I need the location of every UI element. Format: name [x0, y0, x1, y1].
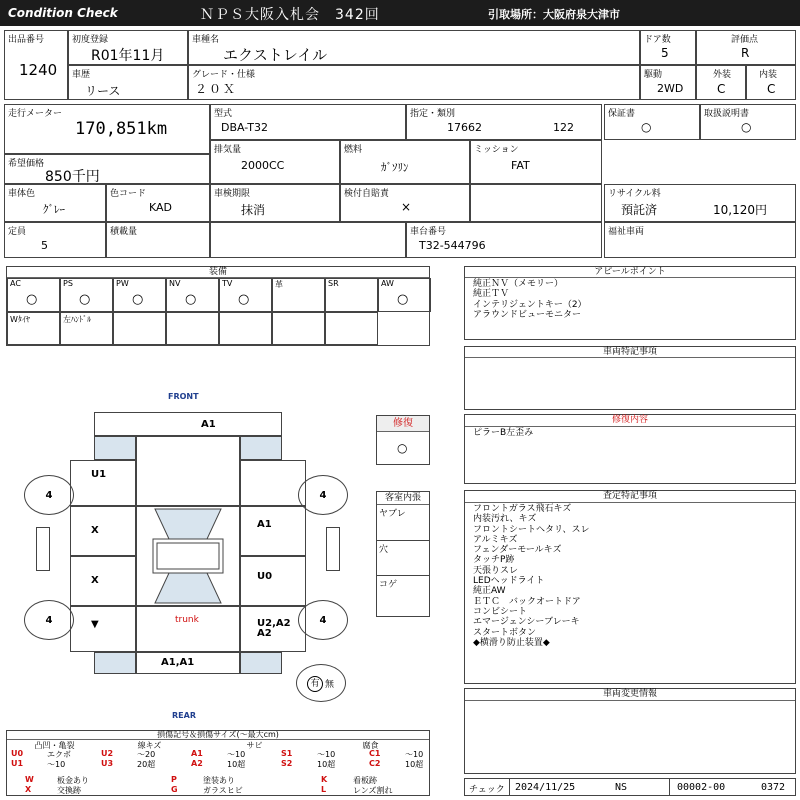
- interior-box: 内装 C: [746, 65, 796, 100]
- left-quarter-damage: ▼: [91, 619, 99, 630]
- grade-box: グレード・仕様 ２０Ｘ: [188, 65, 640, 100]
- category: 122: [553, 121, 574, 134]
- legend-mark: レンズ割れ: [353, 786, 393, 795]
- legend-item: ～10: [47, 760, 66, 769]
- legend-item: C2: [369, 759, 381, 768]
- car-name: エクストレイル: [223, 46, 328, 64]
- recycle-box: リサイクル料 預託済 10,120円: [604, 184, 796, 222]
- equipment-cell: [7, 278, 60, 312]
- rear-panel-damage: A1,A1: [161, 657, 195, 668]
- left-front-door[interactable]: [70, 506, 136, 556]
- tire-front-left[interactable]: 4: [24, 475, 74, 515]
- equipment-label: PS: [63, 279, 73, 288]
- legend-item: ～20: [137, 750, 156, 759]
- rear-label: REAR: [172, 711, 196, 720]
- equipment-label: SR: [328, 279, 339, 288]
- repair-detail-title: 修復内容: [465, 415, 795, 427]
- cabin-burn: コゲ: [379, 580, 398, 590]
- legend-mark: 看板跡: [353, 776, 377, 785]
- right-headlight: [240, 436, 282, 460]
- equipment-cell: [325, 312, 378, 345]
- right-front-fender[interactable]: [240, 460, 306, 506]
- legend-mark: W: [25, 775, 34, 784]
- equipment-cell: [219, 312, 272, 345]
- load-box: 積載量: [106, 222, 210, 258]
- legend-item: A1: [191, 749, 203, 758]
- drive-box: 駆動 2WD: [640, 65, 696, 100]
- mileage-box: 走行メーター 170,851km: [4, 104, 210, 154]
- left-fender-damage: U1: [91, 469, 107, 480]
- equipment-cell: [219, 278, 272, 312]
- legend-item: エクボ: [47, 750, 71, 759]
- legend-item: 20超: [137, 760, 156, 769]
- roof[interactable]: [136, 506, 240, 606]
- rating: R: [741, 46, 750, 60]
- blank-box: [470, 184, 602, 222]
- inspector: NS: [615, 782, 628, 793]
- history-box: 車歴 リース: [68, 65, 188, 100]
- equipment-cell: [378, 278, 431, 312]
- equipment-label: 左ﾊﾝﾄﾞﾙ: [63, 315, 91, 324]
- special-notes-panel: [464, 346, 796, 410]
- exterior: C: [717, 82, 726, 96]
- designation: 17662: [447, 121, 482, 134]
- grade: ２０Ｘ: [195, 82, 238, 96]
- equipment-row-1: [7, 278, 429, 312]
- price: 850千円: [45, 169, 100, 185]
- doors: 5: [661, 46, 669, 60]
- equipment-cell: [272, 278, 325, 312]
- legend-mark: K: [321, 775, 328, 784]
- inspection-box: 車検期限 抹消: [210, 184, 340, 222]
- capacity: 5: [41, 239, 48, 252]
- equipment-label: AW: [381, 279, 394, 288]
- warranty-box: 保証書 ○: [604, 104, 700, 140]
- legend-item: S1: [281, 749, 293, 758]
- legend-item: C1: [369, 749, 381, 758]
- repair-panel: [376, 415, 430, 465]
- legend-item: U3: [101, 759, 114, 768]
- equipment-mark: ○: [79, 292, 91, 307]
- equipment-label: 革: [275, 280, 283, 289]
- legend-item: ～10: [227, 750, 246, 759]
- capacity-box: 定員 5: [4, 222, 106, 258]
- equipment-label: PW: [116, 279, 129, 288]
- color: ｸﾞﾚｰ: [43, 203, 65, 216]
- manual: ○: [741, 120, 752, 134]
- left-front-fender[interactable]: [70, 460, 136, 506]
- inspection-notes-title: 査定特記事項: [465, 491, 795, 503]
- color-code: KAD: [149, 201, 173, 214]
- equipment-panel: [6, 266, 430, 346]
- equipment-mark: ○: [132, 292, 144, 307]
- right-quarter-panel[interactable]: [240, 606, 306, 652]
- color-box: 車体色 ｸﾞﾚｰ: [4, 184, 106, 222]
- legend-item: U0: [11, 749, 24, 758]
- drive: 2WD: [657, 82, 684, 95]
- appeal-text: 純正ＮＶ（メモリー） 純正ＴＶ インテリジェントキー（2） アラウンドビューモニター: [473, 279, 587, 320]
- repair-title: 修復: [377, 416, 429, 432]
- left-rear-door[interactable]: [70, 556, 136, 606]
- equipment-cell: [166, 278, 219, 312]
- equipment-cell: [325, 278, 378, 312]
- right-rear-door-damage: U0: [257, 571, 273, 582]
- welfare-box: 福祉車両: [604, 222, 796, 258]
- equipment-label: AC: [10, 279, 21, 288]
- cabin-tear: ヤブレ: [377, 505, 429, 541]
- doors-box: ドア数 5: [640, 30, 696, 65]
- repair-detail-text: ピラーB左歪み: [473, 428, 534, 438]
- insurance: ×: [401, 200, 412, 214]
- first-reg: R01年11月: [91, 48, 165, 64]
- recycle-status: 預託済: [621, 203, 658, 217]
- damage-legend: [6, 730, 430, 796]
- blank-box-2: [210, 222, 406, 258]
- legend-group: 腐食: [362, 741, 379, 750]
- front-bumper[interactable]: [94, 412, 282, 436]
- spare-present: 有: [307, 676, 323, 692]
- recycle-fee: 10,120円: [713, 203, 767, 217]
- equipment-cell: [272, 312, 325, 345]
- trunk-label: trunk: [175, 615, 199, 625]
- header-bar: [0, 0, 800, 26]
- header-left: Condition Check: [8, 6, 118, 20]
- car-name-box: 車種名 エクストレイル: [188, 30, 640, 65]
- color-code-box: 色コード KAD: [106, 184, 210, 222]
- front-label: FRONT: [168, 392, 199, 401]
- legend-size-rows: [7, 749, 429, 769]
- warranty: ○: [641, 120, 652, 134]
- legend-item: A2: [191, 759, 203, 768]
- right-quarter-damage: U2,A2 A2: [257, 618, 291, 639]
- chassis-box: 車台番号 T32-544796: [406, 222, 602, 258]
- equipment-title: 装備: [7, 267, 429, 278]
- mission: FAT: [511, 159, 530, 172]
- manual-box: 取扱説明書 ○: [700, 104, 796, 140]
- trunk[interactable]: [136, 606, 240, 652]
- equipment-cell: [166, 312, 219, 345]
- header-auction: ＮＰＳ大阪入札会 342回: [200, 7, 380, 23]
- change-info-panel: [464, 688, 796, 774]
- fuel-box: 燃料 ｶﾞｿﾘﾝ: [340, 140, 470, 184]
- right-rear-door[interactable]: [240, 556, 306, 606]
- ref-number: 0372: [761, 782, 786, 793]
- equipment-cell: [60, 278, 113, 312]
- inspection: 抹消: [241, 203, 266, 217]
- equipment-cell: [113, 278, 166, 312]
- lot-no-box: 出品番号 1240: [4, 30, 68, 100]
- tire-rear-right[interactable]: 4: [298, 600, 348, 640]
- check-label: チェック: [469, 785, 505, 795]
- left-front-door-damage: X: [91, 525, 99, 536]
- equipment-mark: ○: [397, 292, 409, 307]
- legend-item: 10超: [317, 760, 336, 769]
- equipment-label: TV: [222, 279, 233, 288]
- legend-group: サビ: [246, 741, 263, 750]
- equipment-label: Wﾀｲﾔ: [10, 315, 30, 324]
- rear-panel[interactable]: [136, 652, 240, 674]
- check-date: 2024/11/25: [515, 782, 576, 793]
- inspection-notes-text: フロントガラス飛石キズ 内装汚れ、キズ フロントシートヘタリ、スレ アルミキズ フェンダーモールキズ タッチP跡 天張りスレ LEDヘッドライト 純正AW ＥＴＣ バックオートドア コンビシート エマージェンシーブレーキ スタートボタン ◆横滑り防止装置◆: [473, 504, 590, 648]
- roof-damage: A1: [201, 419, 216, 430]
- legend-item: U2: [101, 749, 114, 758]
- displacement-box: 排気量 2000CC: [210, 140, 340, 184]
- legend-item: ～10: [405, 750, 424, 759]
- left-taillight: [94, 652, 136, 674]
- mileage: 170,851km: [75, 119, 168, 139]
- special-notes-title: 車両特記事項: [465, 347, 795, 358]
- equipment-cell: [7, 312, 60, 345]
- legend-item: 10超: [405, 760, 424, 769]
- history: リース: [85, 84, 121, 98]
- legend-mark: P: [171, 775, 177, 784]
- legend-groups: [7, 740, 429, 749]
- tire-rear-left[interactable]: 4: [24, 600, 74, 640]
- legend-group: 線キズ: [137, 741, 162, 750]
- legend-mark: X: [25, 785, 32, 794]
- fuel: ｶﾞｿﾘﾝ: [381, 161, 409, 174]
- cabin-panel: [376, 491, 430, 617]
- vehicle-diagram: [0, 385, 380, 725]
- exterior-box: 外装 C: [696, 65, 746, 100]
- insurance-box: 検付自賠責 ×: [340, 184, 470, 222]
- legend-mark: 交換跡: [57, 786, 81, 795]
- equipment-label: NV: [169, 279, 181, 288]
- cabin-hole: 穴: [377, 541, 429, 576]
- tire-front-right[interactable]: 4: [298, 475, 348, 515]
- repair-detail-panel: [464, 414, 796, 484]
- left-rear-door-damage: X: [91, 575, 99, 586]
- header-pickup: 引取場所：大阪府泉大津市: [488, 8, 620, 21]
- legend-mark: G: [171, 785, 178, 794]
- designation-box: 指定・類別 17662 122: [406, 104, 602, 140]
- cabin-title: 客室内張: [377, 492, 429, 505]
- legend-title: 損傷記号＆損傷サイズ(～最大cm): [7, 731, 429, 740]
- roof-glass-lines: [137, 507, 239, 605]
- repair-mark: ○: [397, 441, 408, 455]
- right-front-door[interactable]: [240, 506, 306, 556]
- model: DBA-T32: [221, 121, 268, 134]
- check-footer: [464, 778, 796, 796]
- hood[interactable]: [136, 436, 240, 506]
- appeal-panel: [464, 266, 796, 340]
- legend-item: S2: [281, 759, 293, 768]
- spare-none: 無: [325, 680, 335, 690]
- inspection-notes-panel: [464, 490, 796, 684]
- lot-no: 1240: [19, 61, 58, 79]
- interior: C: [767, 82, 776, 96]
- model-box: 型式 DBA-T32: [210, 104, 406, 140]
- equipment-mark: ○: [185, 292, 197, 307]
- appeal-title: アピールポイント: [465, 267, 795, 278]
- legend-item: 10超: [227, 760, 246, 769]
- first-reg-box: 初度登録 R01年11月: [68, 30, 188, 65]
- left-headlight: [94, 436, 136, 460]
- legend-mark-rows: [7, 775, 429, 795]
- ref-code: 00002-00: [677, 782, 726, 793]
- legend-mark: ガラスヒビ: [203, 786, 243, 795]
- left-mirror: [36, 527, 50, 571]
- legend-group: 凸凹・亀裂: [34, 741, 75, 750]
- spare-tire[interactable]: [296, 664, 346, 702]
- equipment-mark: ○: [238, 292, 250, 307]
- legend-item: ～10: [317, 750, 336, 759]
- change-info-title: 車両変更情報: [465, 689, 795, 701]
- legend-item: U1: [11, 759, 24, 768]
- rating-box: 評価点 R: [696, 30, 796, 65]
- equipment-cell: [60, 312, 113, 345]
- left-quarter-panel[interactable]: [70, 606, 136, 652]
- equipment-mark: ○: [26, 292, 38, 307]
- right-front-door-damage: A1: [257, 519, 272, 530]
- legend-mark: L: [321, 785, 327, 794]
- displacement: 2000CC: [241, 159, 285, 172]
- mission-box: ミッション FAT: [470, 140, 602, 184]
- legend-mark: 塗装あり: [203, 776, 235, 785]
- equipment-cell: [113, 312, 166, 345]
- equipment-row-2: [7, 312, 377, 345]
- right-mirror: [326, 527, 340, 571]
- chassis: T32-544796: [419, 239, 486, 252]
- right-taillight: [240, 652, 282, 674]
- legend-mark: 板金あり: [57, 776, 89, 785]
- price-box: 希望価格 850千円: [4, 154, 210, 184]
